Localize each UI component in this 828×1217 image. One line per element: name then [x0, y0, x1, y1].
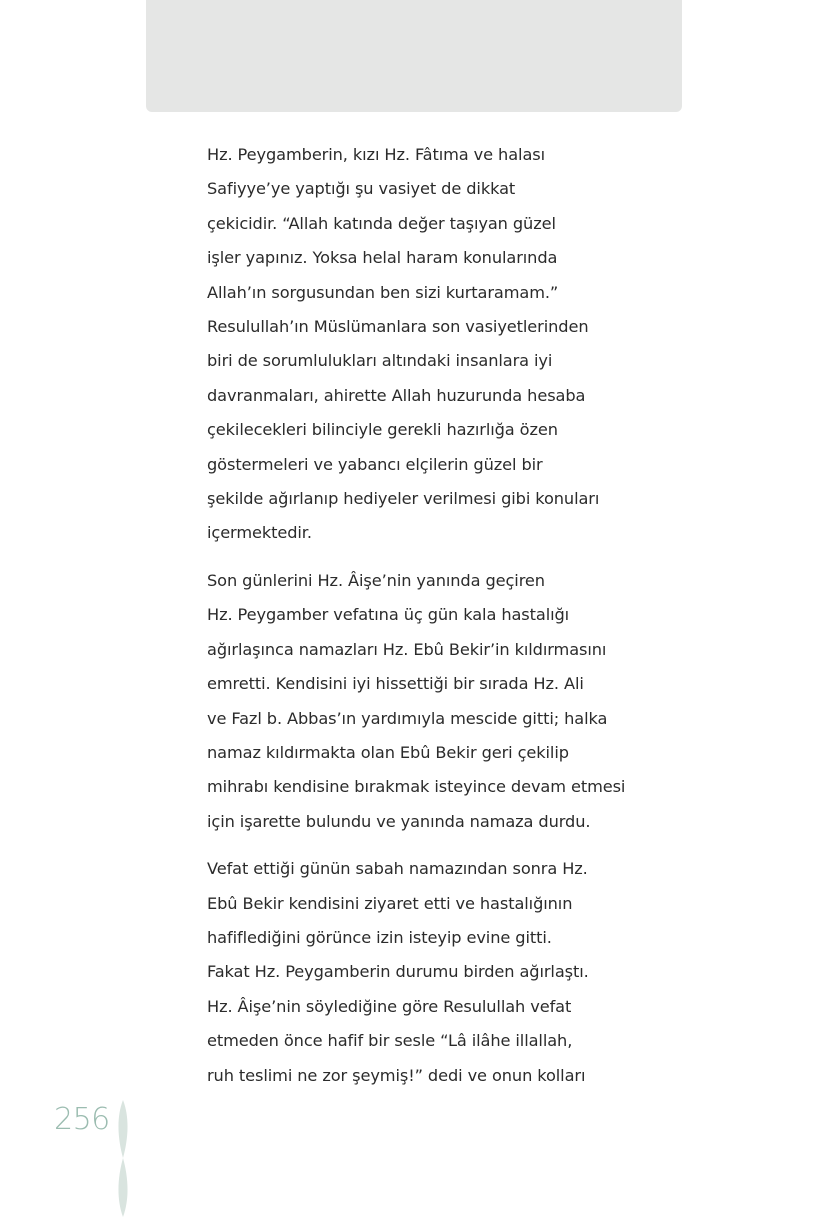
paragraph-3	[207, 852, 627, 1093]
text-line: Son günlerini Hz. Âişe’nin yanında geçiren	[207, 570, 545, 590]
text-line: şekilde ağırlanıp hediyeler verilmesi gibi konuları	[207, 489, 600, 509]
text-line: ruh teslimi ne zor şeymiş!” dedi ve onun kolları	[207, 1065, 586, 1085]
text-line: Fakat Hz. Peygamberin durumu birden ağırlaştı.	[207, 962, 589, 982]
text-line: Safiyye’ye yaptığı şu vasiyet de dikkat	[207, 179, 516, 199]
text-line: Hz. Peygamberin, kızı Hz. Fâtıma ve halası	[207, 145, 545, 164]
text-line: çekilecekleri bilinciyle gerekli hazırlığa özen	[207, 420, 558, 440]
text-line: göstermeleri ve yabancı elçilerin güzel bir	[207, 454, 543, 474]
text-line: biri de sorumlulukları altındaki insanlara iyi	[207, 351, 553, 371]
text-line: ağırlaşınca namazları Hz. Ebû Bekir’in kıldırmasını	[207, 639, 607, 659]
text-line: Allah’ın sorgusundan ben sizi kurtaramam.”	[207, 282, 559, 302]
text-line: hafiflediğini görünce izin isteyip evine gitti.	[207, 927, 552, 947]
text-line: Hz. Peygamber vefatına üç gün kala hastalığı	[207, 605, 570, 625]
text-line: Resulullah’ın Müslümanlara son vasiyetlerinden	[207, 317, 589, 337]
text-line: işler yapınız. Yoksa helal haram konularında	[207, 248, 558, 268]
text-line: ve Fazl b. Abbas’ın yardımıyla mescide gitti; halka	[207, 708, 608, 728]
text-line: Vefat ettiği günün sabah namazından sonra Hz.	[207, 859, 588, 879]
text-line: içermektedir.	[207, 523, 312, 543]
text-line: emretti. Kendisini iyi hissettiği bir sırada Hz. Ali	[207, 674, 584, 694]
paragraph-2	[207, 564, 627, 839]
text-line: Ebû Bekir kendisini ziyaret etti ve hastalığının	[207, 893, 573, 913]
text-line: çekicidir. “Allah katında değer taşıyan güzel	[207, 213, 556, 233]
text-line: namaz kıldırmakta olan Ebû Bekir geri çekilip	[207, 742, 569, 762]
page-number: 256	[54, 1102, 110, 1137]
text-line: etmeden önce hafif bir sesle “Lâ ilâhe illallah,	[207, 1031, 573, 1051]
header-image-placeholder	[146, 0, 682, 112]
body-text	[207, 138, 627, 1106]
leaf-ornament-icon	[111, 1100, 135, 1217]
leaf-ornament-shape	[118, 1100, 127, 1217]
text-line: için işarette bulundu ve yanında namaza durdu.	[207, 811, 591, 831]
text-line: davranmaları, ahirette Allah huzurunda hesaba	[207, 385, 586, 405]
text-line: mihrabı kendisine bırakmak isteyince devam etmesi	[207, 777, 626, 797]
paragraph-1	[207, 138, 627, 551]
text-line: Hz. Âişe’nin söylediğine göre Resulullah vefat	[207, 996, 572, 1016]
